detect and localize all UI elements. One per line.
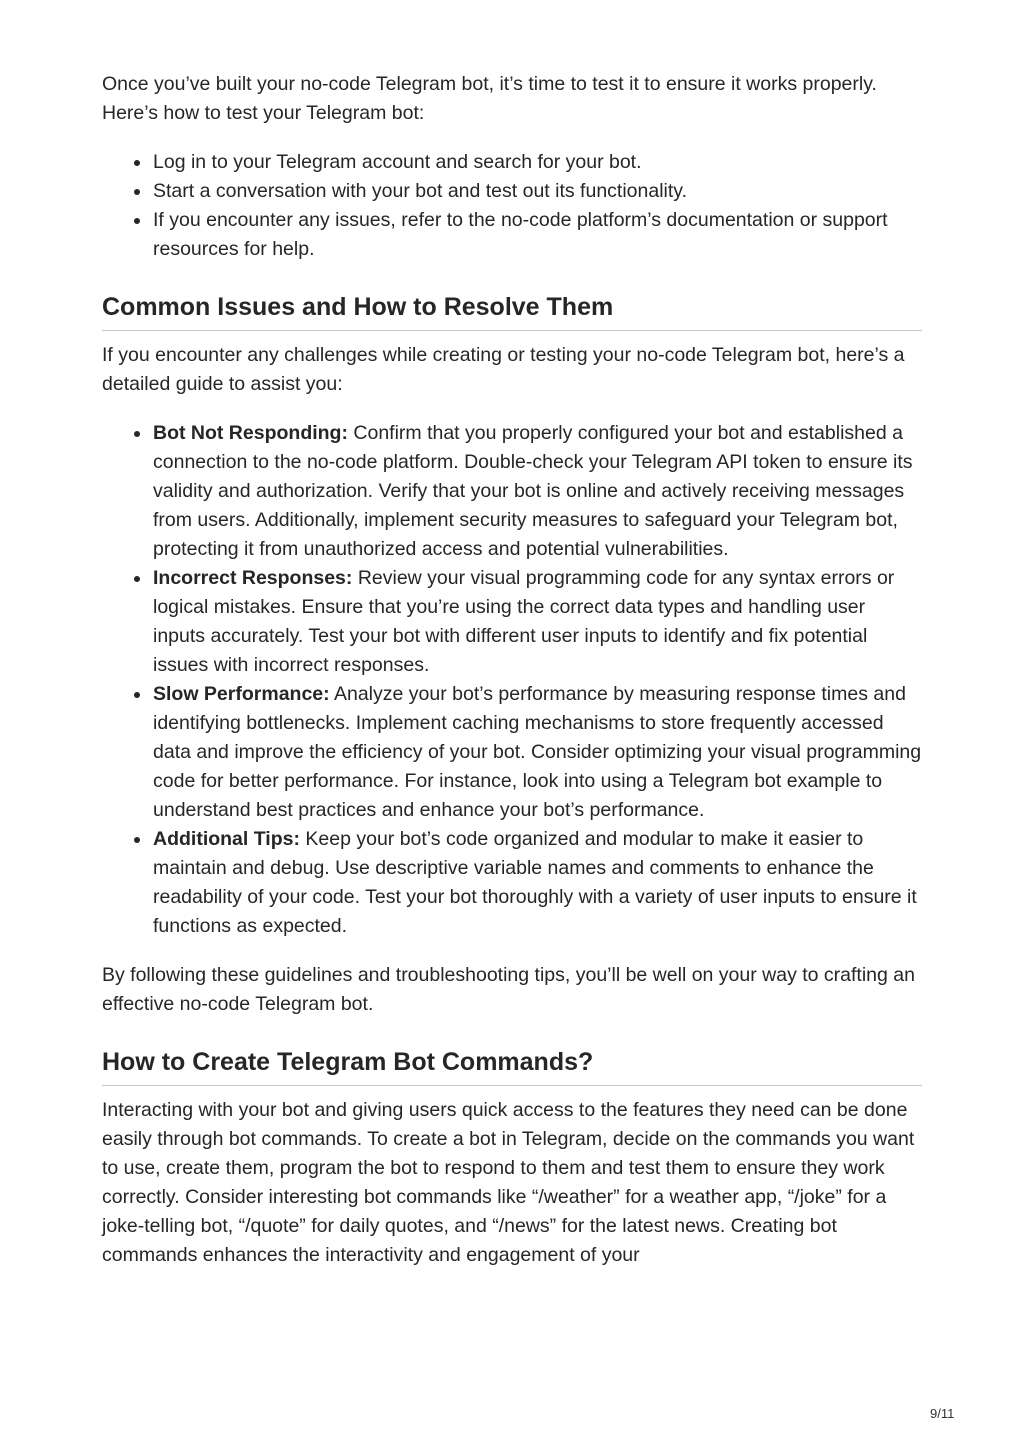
issue-term: Bot Not Responding: <box>153 422 348 444</box>
issue-term: Additional Tips: <box>153 828 300 850</box>
list-item: Log in to your Telegram account and search for your bot. <box>102 148 922 177</box>
issue-text: Review your visual programming code for any syntax errors or logical mistakes. Ensure that you’re using the correct data types and handling user inputs accurately. Test your bot with different user inputs to identify and fix potential issues with incorrect responses. <box>153 567 895 676</box>
list-item: If you encounter any issues, refer to the no-code platform’s documentation or support resources for help. <box>102 206 922 264</box>
article-body <box>102 70 922 1270</box>
list-item: Start a conversation with your bot and test out its functionality. <box>102 177 922 206</box>
testing-intro-paragraph: Once you’ve built your no-code Telegram bot, it’s time to test it to ensure it works properly. Here’s how to test your Telegram bot: <box>102 73 877 124</box>
list-item <box>102 564 922 680</box>
issues-closing-paragraph: By following these guidelines and troubleshooting tips, you’ll be well on your way to crafting an effective no-code Telegram bot. <box>102 964 915 1015</box>
issue-term: Slow Performance: <box>153 683 330 705</box>
list-item <box>102 419 922 564</box>
issue-text: Confirm that you properly configured your bot and established a connection to the no-code platform. Double-check your Telegram API token to ensure its validity and authorization. Verify that your bot is online and actively receiving messages from users. Additionally, implement security measures to safeguard your Telegram bot, protecting it from unauthorized access and potential vulnerabilities. <box>153 422 913 560</box>
issues-intro-paragraph: If you encounter any challenges while creating or testing your no-code Telegram bot, here’s a detailed guide to assist you: <box>102 344 905 395</box>
issue-text: Keep your bot’s code organized and modular to make it easier to maintain and debug. Use descriptive variable names and comments to enhance the readability of your code. Test your bot thoroughly with a variety of user inputs to ensure it functions as expected. <box>153 828 917 937</box>
list-item <box>102 680 922 825</box>
issues-list <box>102 419 922 941</box>
commands-paragraph: Interacting with your bot and giving users quick access to the features they need can be done easily through bot commands. To create a bot in Telegram, decide on the commands you want to use, create them, program the bot to respond to them and test them to ensure they work correctly. Consider interesting bot commands like “/weather” for a weather app, “/joke” for a joke-telling bot, “/quote” for daily quotes, and “/news” for the latest news. Creating bot commands enhances the interactivity and engagement of your <box>102 1099 915 1266</box>
issue-term: Incorrect Responses: <box>153 567 353 589</box>
section-heading-common-issues: Common Issues and How to Resolve Them <box>102 291 922 331</box>
section-heading-bot-commands: How to Create Telegram Bot Commands? <box>102 1046 922 1086</box>
list-item <box>102 825 922 941</box>
issue-text: Analyze your bot’s performance by measuring response times and identifying bottlenecks. Implement caching mechanisms to store frequently accessed data and improve the efficiency of your bot. Consider optimizing your visual programming code for better performance. For instance, look into using a Telegram bot example to understand best practices and enhance your bot’s performance. <box>153 683 922 821</box>
page-number: 9/11 <box>930 1406 955 1421</box>
testing-steps-list <box>102 148 922 264</box>
